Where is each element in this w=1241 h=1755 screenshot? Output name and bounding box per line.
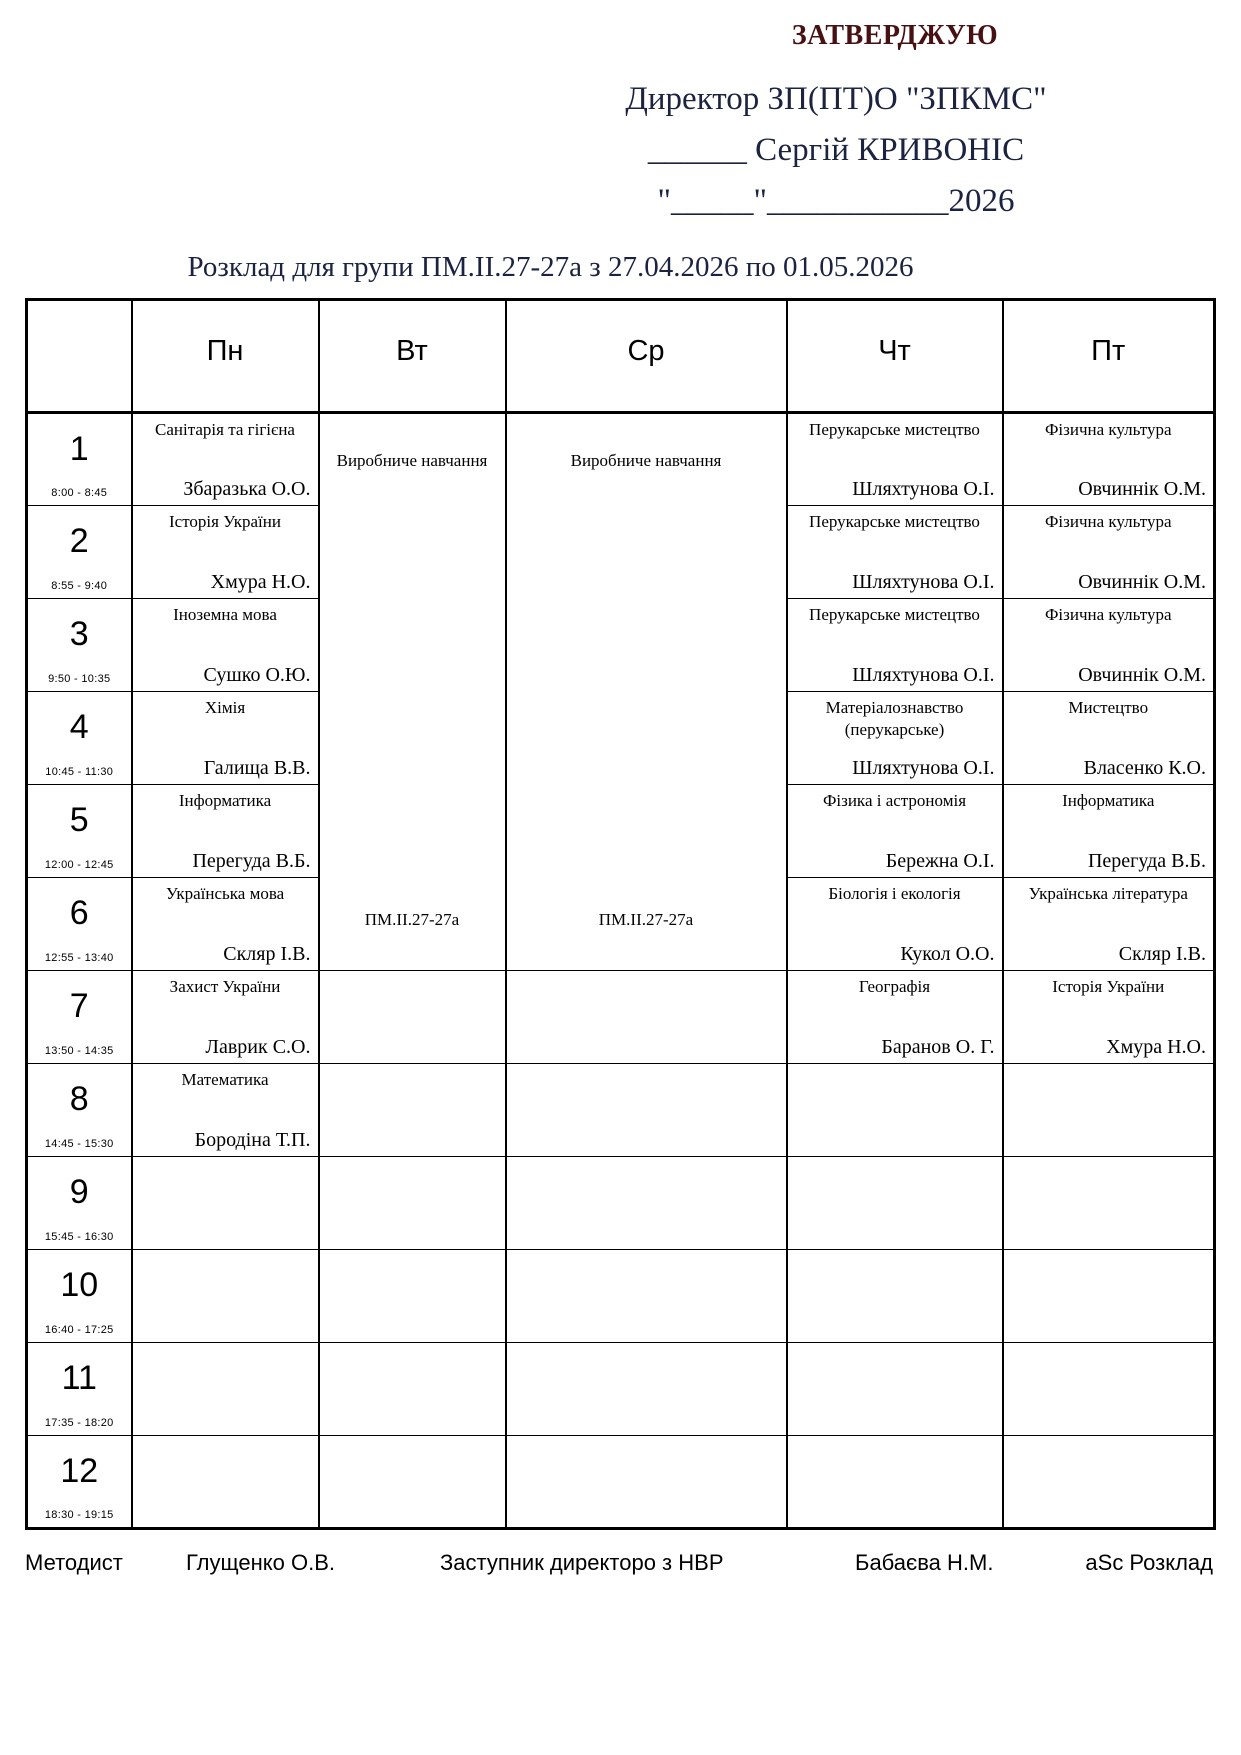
lesson-subject: Фізична культура: [1044, 605, 1172, 624]
approval-block: [591, 20, 1081, 227]
lesson-time-cell: [27, 1250, 132, 1343]
empty-cell: [132, 1343, 319, 1436]
empty-cell: [506, 1250, 787, 1343]
lesson-subject: Перукарське мистецтво: [809, 420, 980, 439]
empty-cell: [1003, 1064, 1215, 1157]
empty-cell: [319, 1343, 506, 1436]
empty-cell: [506, 971, 787, 1064]
lesson-teacher: Хмура Н.О.: [210, 571, 311, 593]
lesson-cell: [132, 599, 319, 692]
lesson-teacher: Збаразька О.О.: [183, 478, 311, 500]
table-row: [27, 1436, 1215, 1529]
table-row: [27, 971, 1215, 1064]
lesson-number: 2: [69, 522, 89, 560]
lesson-teacher: Бережна О.І.: [885, 850, 995, 872]
lesson-time: 9:50 - 10:35: [48, 673, 111, 685]
page-title: Розклад для групи ПМ.ІІ.27-27а з 27.04.2026 по 01.05.2026: [187, 251, 914, 283]
lesson-time-cell: [27, 1157, 132, 1250]
lesson-time: 8:55 - 9:40: [51, 580, 108, 592]
table-row: [27, 1343, 1215, 1436]
lesson-subject: Українська мова: [165, 884, 285, 903]
date-line: "_____"___________2026: [657, 183, 1015, 219]
empty-cell: [506, 1343, 787, 1436]
lesson-number: 6: [69, 894, 89, 932]
empty-cell: [506, 1436, 787, 1529]
lesson-teacher: Скляр І.В.: [1118, 943, 1206, 965]
lesson-number: 11: [61, 1359, 97, 1397]
empty-cell: [787, 1343, 1003, 1436]
lesson-time-cell: [27, 413, 132, 506]
lesson-subject: Хімія: [204, 698, 246, 717]
lesson-cell: [1003, 599, 1215, 692]
lesson-time-cell: [27, 1343, 132, 1436]
empty-cell: [506, 1064, 787, 1157]
lesson-subject: Історія України: [1052, 977, 1165, 996]
lesson-time-cell: [27, 599, 132, 692]
lesson-subject: Захист України: [169, 977, 281, 996]
lesson-time: 18:30 - 19:15: [44, 1509, 114, 1521]
empty-cell: [1003, 1343, 1215, 1436]
empty-cell: [319, 1436, 506, 1529]
empty-cell: [132, 1157, 319, 1250]
day-header-tue: Вт: [319, 300, 506, 413]
footer-deputy-name: Бабаєва Н.М.: [855, 1550, 994, 1575]
lesson-subject: Математика: [181, 1070, 269, 1089]
lesson-cell: [787, 785, 1003, 878]
lesson-number: 12: [60, 1452, 99, 1490]
footer-deputy-label: Заступник директоро з НВР: [440, 1550, 724, 1575]
practice-cell-wed: [506, 413, 787, 971]
lesson-cell: [132, 692, 319, 785]
lesson-teacher: Кукол О.О.: [900, 943, 995, 965]
empty-cell: [506, 1157, 787, 1250]
lesson-number: 7: [69, 987, 89, 1025]
lesson-time: 14:45 - 15:30: [44, 1138, 114, 1150]
footer-app-name: aSc Розклад: [1085, 1550, 1213, 1575]
table-row: [27, 1250, 1215, 1343]
lesson-time: 12:55 - 13:40: [44, 952, 114, 964]
lesson-subject: Біологія і екологія: [828, 884, 961, 903]
lesson-teacher: Перегуда В.Б.: [1087, 850, 1206, 872]
footer-signature-line: [0, 1544, 1241, 1588]
lesson-time: 17:35 - 18:20: [44, 1417, 114, 1429]
lesson-time: 8:00 - 8:45: [51, 487, 108, 499]
lesson-teacher: Скляр І.В.: [223, 943, 311, 965]
empty-cell: [132, 1436, 319, 1529]
lesson-subject: Фізика і астрономія: [822, 791, 967, 810]
lesson-cell: [787, 506, 1003, 599]
lesson-subject: Географія: [858, 977, 931, 996]
empty-cell: [1003, 1250, 1215, 1343]
lesson-teacher: Овчиннік О.М.: [1078, 664, 1206, 686]
practice-cell-tue: [319, 413, 506, 971]
lesson-teacher: Овчиннік О.М.: [1078, 571, 1206, 593]
lesson-number: 3: [69, 615, 89, 653]
lesson-cell: [1003, 413, 1215, 506]
lesson-subject: Інформатика: [178, 791, 272, 810]
lesson-time-cell: [27, 878, 132, 971]
lesson-time: 13:50 - 14:35: [44, 1045, 114, 1057]
practice-group: ПМ.ІІ.27-27а: [364, 909, 460, 929]
lesson-cell: [787, 878, 1003, 971]
practice-subject: Виробниче навчання: [570, 450, 722, 470]
lesson-time-cell: [27, 692, 132, 785]
empty-cell: [319, 971, 506, 1064]
day-header-wed: Ср: [506, 300, 787, 413]
lesson-teacher: Галища В.В.: [203, 757, 311, 779]
lesson-time: 16:40 - 17:25: [44, 1324, 114, 1336]
lesson-cell: [1003, 971, 1215, 1064]
lesson-teacher: Лаврик С.О.: [205, 1036, 311, 1058]
lesson-teacher: Шляхтунова О.І.: [852, 478, 995, 500]
lesson-teacher: Перегуда В.Б.: [192, 850, 311, 872]
lesson-subject: Українська література: [1028, 884, 1188, 903]
header-row: [27, 300, 1215, 413]
practice-group: ПМ.ІІ.27-27а: [598, 909, 694, 929]
empty-cell: [319, 1250, 506, 1343]
lesson-subject: Історія України: [169, 512, 281, 531]
lesson-cell: [132, 971, 319, 1064]
table-row: [27, 1157, 1215, 1250]
lesson-teacher: Овчиннік О.М.: [1078, 478, 1206, 500]
lesson-number: 10: [60, 1266, 99, 1304]
empty-cell: [787, 1436, 1003, 1529]
lesson-time-cell: [27, 785, 132, 878]
lesson-number: 1: [69, 430, 89, 468]
empty-cell: [319, 1157, 506, 1250]
lesson-subject: Іноземна мова: [173, 605, 277, 624]
empty-cell: [1003, 1157, 1215, 1250]
lesson-number: 9: [69, 1173, 89, 1211]
day-header-mon: Пн: [132, 300, 319, 413]
lesson-number: 8: [69, 1080, 89, 1118]
day-header-thu: Чт: [787, 300, 1003, 413]
lesson-number: 4: [69, 708, 89, 746]
lesson-time: 15:45 - 16:30: [44, 1231, 114, 1243]
lesson-cell: [132, 413, 319, 506]
lesson-subject: Санітарія та гігієна: [155, 420, 295, 439]
lesson-cell: [132, 1064, 319, 1157]
empty-cell: [319, 1064, 506, 1157]
lesson-cell: [132, 878, 319, 971]
practice-subject: Виробниче навчання: [336, 450, 488, 470]
lesson-teacher: Власенко К.О.: [1083, 757, 1206, 779]
table-row: [27, 413, 1215, 506]
lesson-time-cell: [27, 1436, 132, 1529]
lesson-time-cell: [27, 1064, 132, 1157]
lesson-teacher: Сушко О.Ю.: [203, 664, 311, 686]
lesson-subject: Інформатика: [1062, 791, 1155, 810]
lesson-subject: Фізична культура: [1044, 420, 1172, 439]
lesson-cell: [1003, 878, 1215, 971]
footer-methodist-label: Методист: [25, 1550, 123, 1575]
empty-cell: [787, 1157, 1003, 1250]
day-header-fri: Пт: [1003, 300, 1215, 413]
lesson-cell: [132, 785, 319, 878]
lesson-cell: [787, 413, 1003, 506]
lesson-teacher: Бородіна Т.П.: [194, 1129, 311, 1151]
lesson-teacher: Шляхтунова О.І.: [852, 757, 995, 779]
table-row: [27, 1064, 1215, 1157]
empty-cell: [1003, 1436, 1215, 1529]
lesson-cell: [1003, 506, 1215, 599]
empty-cell: [787, 1250, 1003, 1343]
lesson-teacher: Баранов О. Г.: [881, 1036, 995, 1058]
lesson-cell: [1003, 692, 1215, 785]
lesson-subject: Матеріалознавство (перукарське): [825, 698, 964, 740]
lesson-subject: Мистецтво: [1068, 698, 1149, 717]
lesson-time-cell: [27, 506, 132, 599]
lesson-teacher: Шляхтунова О.І.: [852, 571, 995, 593]
lesson-subject: Перукарське мистецтво: [809, 605, 980, 624]
lesson-teacher: Шляхтунова О.І.: [852, 664, 995, 686]
lesson-cell: [132, 506, 319, 599]
corner-cell: [27, 300, 132, 413]
lesson-subject: Фізична культура: [1044, 512, 1172, 531]
empty-cell: [132, 1250, 319, 1343]
lesson-cell: [1003, 785, 1215, 878]
director-title-line: Директор ЗП(ПТ)О "ЗПКМС": [625, 81, 1047, 117]
lesson-teacher: Хмура Н.О.: [1106, 1036, 1206, 1058]
lesson-cell: [787, 599, 1003, 692]
empty-cell: [787, 1064, 1003, 1157]
lesson-time: 10:45 - 11:30: [45, 766, 114, 778]
timetable: [25, 298, 1216, 1530]
signature-line: ______ Сергій КРИВОНІС: [647, 132, 1025, 168]
lesson-time-cell: [27, 971, 132, 1064]
lesson-cell: [787, 692, 1003, 785]
lesson-time: 12:00 - 12:45: [44, 859, 114, 871]
footer-methodist-name: Глущенко О.В.: [186, 1550, 335, 1575]
lesson-number: 5: [69, 801, 89, 839]
approval-stamp: ЗАТВЕРДЖУЮ: [791, 20, 999, 51]
lesson-cell: [787, 971, 1003, 1064]
lesson-subject: Перукарське мистецтво: [809, 512, 980, 531]
